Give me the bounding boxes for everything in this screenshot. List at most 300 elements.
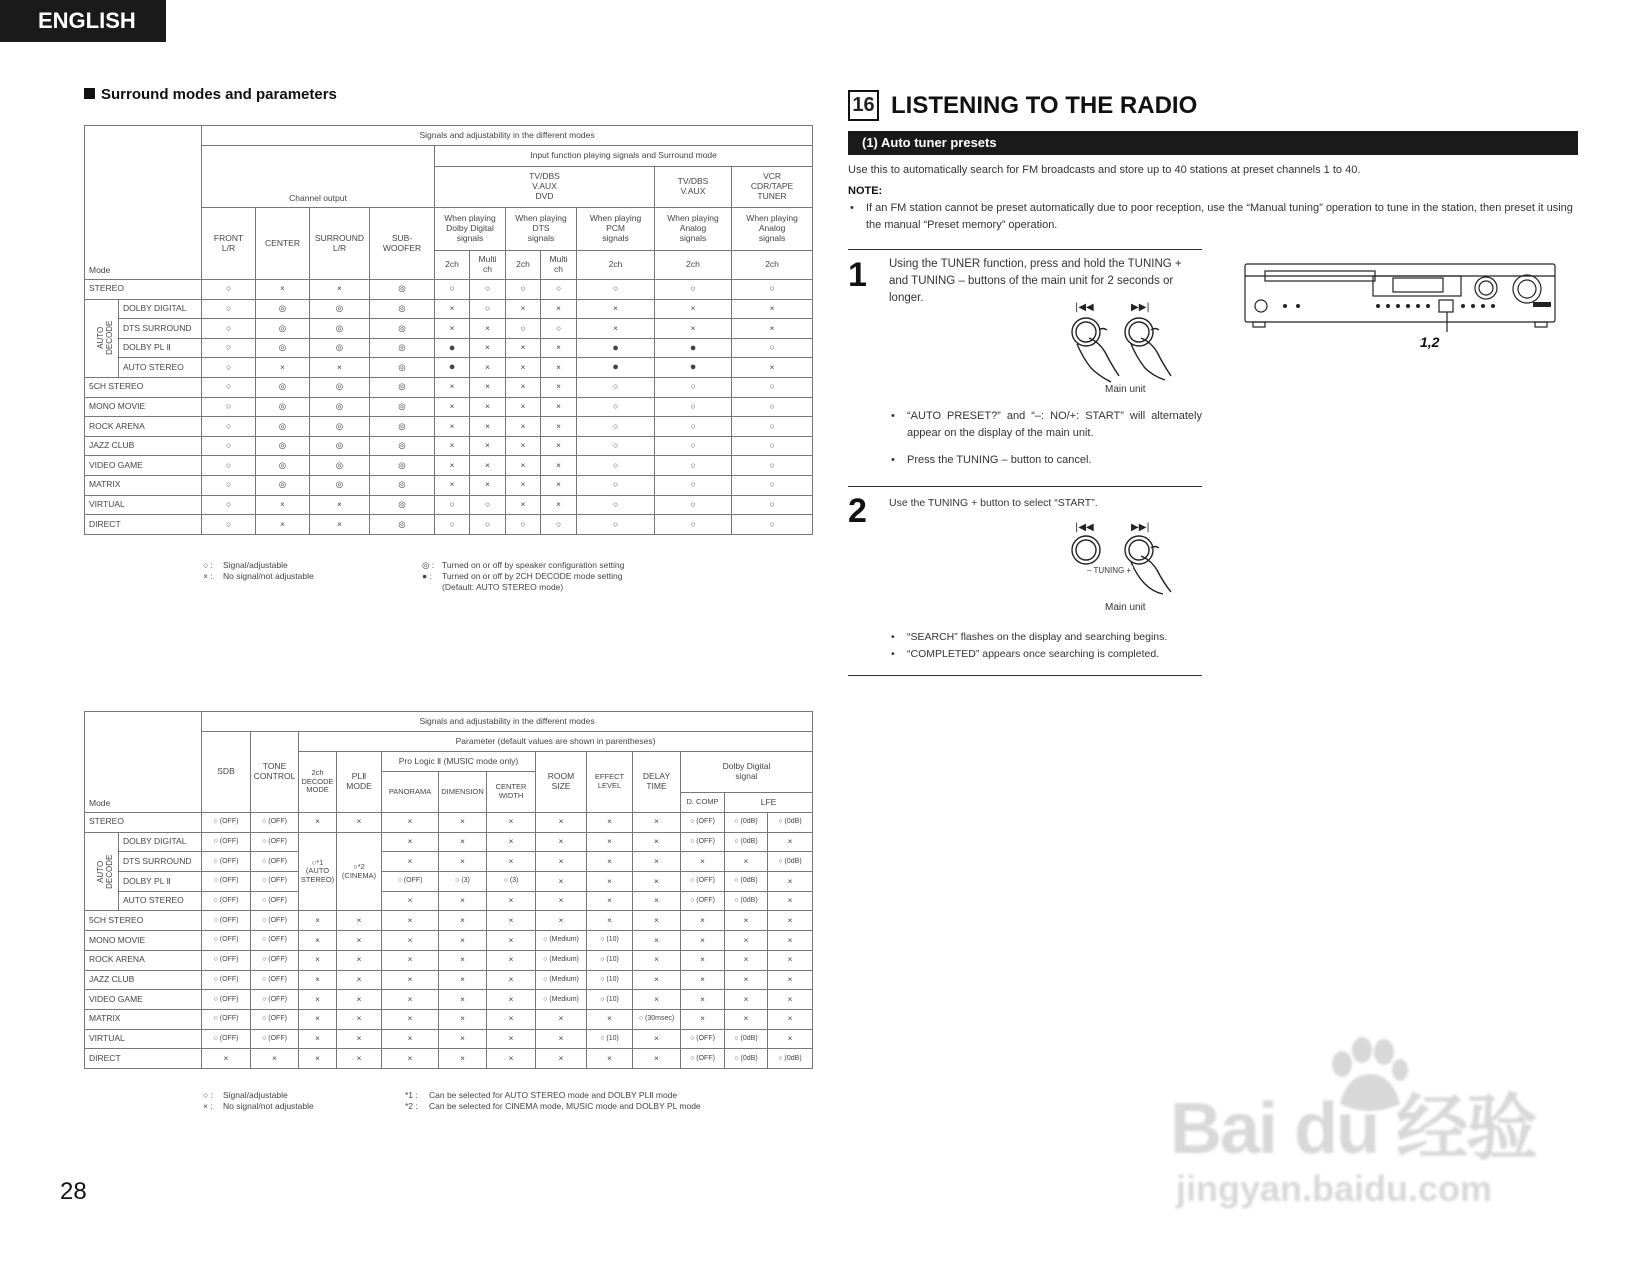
table-cell: ○ (OFF) — [681, 872, 725, 892]
table-cell: × — [681, 911, 725, 931]
table-cell: ○ — [202, 456, 256, 476]
table-cell: ○ (Medium) — [536, 931, 587, 951]
svg-text:|◀◀: |◀◀ — [1075, 522, 1094, 533]
step-2-number: 2 — [848, 492, 867, 530]
table-cell: ◎ — [370, 280, 435, 300]
table-row — [85, 495, 813, 515]
step-2-bullet — [891, 629, 1202, 646]
table-cell: × — [725, 911, 768, 931]
table-cell: ○ — [732, 417, 813, 437]
bullet-text: “COMPLETED” appears once searching is completed. — [907, 648, 1160, 660]
table-cell: × — [382, 813, 439, 833]
table-cell: ○ — [541, 280, 577, 300]
auto-decode-text: AUTO DECODE — [96, 321, 114, 356]
mode-name: JAZZ CLUB — [85, 970, 202, 990]
table-cell: ◎ — [256, 299, 310, 319]
step-1-text: Using the TUNER function, press and hold the TUNING + and TUNING – buttons of the main unit for 2 seconds or longer. — [889, 258, 1182, 304]
table-cell: ○ — [577, 515, 655, 535]
col-center-width: CENTER WIDTH — [487, 772, 536, 813]
watermark — [1170, 1040, 1570, 1220]
table-cell: × — [633, 813, 681, 833]
table-cell: × — [382, 852, 439, 872]
mode-name: STEREO — [85, 280, 202, 300]
table-cell: ○ (OFF) — [251, 970, 299, 990]
table-cell: ○ (OFF) — [251, 990, 299, 1010]
table-cell: × — [439, 1029, 487, 1049]
table-cell: ◎ — [256, 417, 310, 437]
mode-header: Mode — [85, 126, 202, 280]
table-cell: × — [299, 970, 337, 990]
table-row — [85, 832, 813, 852]
table-cell: ○ — [732, 280, 813, 300]
table-cell: × — [470, 358, 506, 378]
table-cell: ○ — [470, 299, 506, 319]
table-cell: × — [310, 358, 370, 378]
merged-2ch-decode-cell: ○*1 (AUTO STEREO) — [299, 832, 337, 911]
table-cell: ○ — [470, 280, 506, 300]
col-center: CENTER — [256, 208, 310, 280]
table-cell: × — [435, 377, 470, 397]
table-cell: × — [768, 911, 813, 931]
mode-name: AUTO STEREO — [119, 891, 202, 911]
col-subwoofer: SUB- WOOFER — [370, 208, 435, 280]
table-cell: ○ (OFF) — [202, 1009, 251, 1029]
legend-text: Turned on or off by speaker configuration setting — [442, 560, 625, 570]
auto-decode-label — [85, 299, 119, 377]
table-cell: ◎ — [310, 338, 370, 358]
table-cell: ○ — [202, 397, 256, 417]
table-cell: ○ — [655, 515, 732, 535]
table-cell: ○ (10) — [587, 1029, 633, 1049]
table-cell: × — [439, 931, 487, 951]
table-cell: × — [487, 852, 536, 872]
table-cell: ○ — [470, 515, 506, 535]
table-cell: × — [541, 495, 577, 515]
mode-name: ROCK ARENA — [85, 417, 202, 437]
table-cell: ○ — [202, 358, 256, 378]
mode-name: VIDEO GAME — [85, 456, 202, 476]
table-cell: × — [487, 813, 536, 833]
table-cell: × — [435, 417, 470, 437]
sub-2ch: 2ch — [435, 251, 470, 280]
table-cell: × — [732, 319, 813, 339]
table-cell: × — [725, 950, 768, 970]
source-dvd-header: TV/DBS V.AUX DVD — [435, 167, 655, 208]
table-cell: × — [506, 417, 541, 437]
legend-symbol: × : — [203, 1101, 213, 1111]
table-row — [85, 358, 813, 378]
step-1-number: 1 — [848, 256, 867, 294]
legend-symbol: ○ : — [203, 1090, 213, 1100]
table-cell: × — [506, 475, 541, 495]
table-row — [85, 456, 813, 476]
table-cell: ○ — [202, 280, 256, 300]
table-cell: ○ — [655, 456, 732, 476]
table-cell: × — [382, 1009, 439, 1029]
bullet-icon: • — [891, 648, 895, 660]
legend-2-right — [405, 1090, 701, 1112]
tuning-label: – TUNING + — [1087, 566, 1132, 575]
table-cell: × — [577, 299, 655, 319]
table-cell: ○ (OFF) — [251, 931, 299, 951]
table-cell: × — [633, 1029, 681, 1049]
mode-name: DTS SURROUND — [119, 319, 202, 339]
table-cell: × — [506, 358, 541, 378]
svg-text:▶▶|: ▶▶| — [1131, 522, 1150, 533]
table-cell: ◎ — [370, 417, 435, 437]
bullet-text: “SEARCH” flashes on the display and searching begins. — [907, 631, 1168, 643]
table-row — [85, 911, 813, 931]
sub-2ch: 2ch — [732, 251, 813, 280]
mode-name: DOLBY DIGITAL — [119, 832, 202, 852]
table-cell: ○ — [202, 475, 256, 495]
watermark-url: jingyan.baidu.com — [1176, 1168, 1493, 1209]
auto-decode-label — [85, 832, 119, 911]
table-cell: × — [256, 515, 310, 535]
table-cell: × — [633, 970, 681, 990]
table-cell: × — [470, 436, 506, 456]
table-cell: × — [337, 813, 382, 833]
subsection-bar: (1) Auto tuner presets — [848, 131, 1578, 155]
table-cell: ○ — [655, 417, 732, 437]
table-row — [85, 338, 813, 358]
table-row — [85, 397, 813, 417]
table-cell: ○ (0dB) — [768, 813, 813, 833]
table-cell: × — [732, 358, 813, 378]
table-cell: × — [337, 1029, 382, 1049]
legend-symbol: ○ : — [203, 560, 213, 570]
table-cell: ○ (3) — [487, 872, 536, 892]
table-cell: × — [536, 1049, 587, 1069]
table-cell: × — [633, 852, 681, 872]
table-cell: ◎ — [256, 436, 310, 456]
legend-2-left — [203, 1090, 314, 1112]
table-cell: × — [435, 319, 470, 339]
mode-name: MONO MOVIE — [85, 931, 202, 951]
table-cell: ○ (OFF) — [251, 852, 299, 872]
table-cell: ○ — [732, 377, 813, 397]
table-cell: ◎ — [370, 358, 435, 378]
sig-pcm: When playing PCM signals — [577, 208, 655, 251]
sig-dolby-digital: When playing Dolby Digital signals — [435, 208, 506, 251]
table-cell: × — [299, 931, 337, 951]
table-cell: × — [725, 1009, 768, 1029]
bullet-icon: • — [850, 202, 854, 214]
table-cell: × — [470, 417, 506, 437]
mode-name: VIDEO GAME — [85, 990, 202, 1010]
table-cell: × — [536, 891, 587, 911]
table-cell: ○ (OFF) — [202, 990, 251, 1010]
table-cell: × — [681, 931, 725, 951]
table-cell: ◎ — [310, 299, 370, 319]
col-sdb: SDB — [202, 732, 251, 813]
table-cell: × — [299, 950, 337, 970]
table-row — [85, 1029, 813, 1049]
table-cell: × — [768, 970, 813, 990]
receiver-front-panel-illustration — [1243, 262, 1559, 352]
table-cell: ○ (OFF) — [202, 832, 251, 852]
table-cell: ○ (10) — [587, 970, 633, 990]
table-cell: ○ (10) — [587, 931, 633, 951]
mode-header: Mode — [85, 712, 202, 813]
table-cell: ● — [435, 358, 470, 378]
table-cell: × — [506, 299, 541, 319]
table-cell: ○ (10) — [587, 950, 633, 970]
table-cell: × — [768, 931, 813, 951]
col-tone-control: TONE CONTROL — [251, 732, 299, 813]
table-cell: × — [536, 911, 587, 931]
mode-name: 5CH STEREO — [85, 911, 202, 931]
step-2-text: Use the TUNING + button to select “START”. — [889, 497, 1098, 509]
table-cell: ○ (0dB) — [725, 872, 768, 892]
table-cell: ◎ — [256, 475, 310, 495]
table-cell: ○ (OFF) — [251, 1029, 299, 1049]
table-cell: × — [541, 475, 577, 495]
watermark-brand: Bai du 经验 — [1170, 1089, 1537, 1169]
table-cell: ◎ — [370, 397, 435, 417]
table-cell: ○ — [506, 319, 541, 339]
table-cell: ○ (0dB) — [768, 852, 813, 872]
table-cell: × — [487, 990, 536, 1010]
table-cell: × — [681, 990, 725, 1010]
mode-name: STEREO — [85, 813, 202, 833]
table-cell: ○ (Medium) — [536, 990, 587, 1010]
table-row — [85, 475, 813, 495]
bullet-text: “AUTO PRESET?” and “–: NO/+: START” will alternately appear on the display of the main unit. — [907, 410, 1202, 439]
table-cell: × — [587, 813, 633, 833]
table-cell: × — [487, 1029, 536, 1049]
sub-2ch: 2ch — [506, 251, 541, 280]
table-cell: × — [487, 950, 536, 970]
table-cell: × — [768, 1009, 813, 1029]
step-1-bullet — [891, 452, 1202, 469]
table-cell: × — [470, 456, 506, 476]
table-cell: × — [299, 990, 337, 1010]
table-cell: × — [681, 950, 725, 970]
page-number: 28 — [60, 1178, 87, 1205]
table-cell: × — [299, 1029, 337, 1049]
table-row — [85, 1009, 813, 1029]
table-cell: ● — [435, 338, 470, 358]
col-delay-time: DELAY TIME — [633, 752, 681, 813]
table-cell: ○ (OFF) — [681, 891, 725, 911]
table-cell: ○ — [435, 495, 470, 515]
mode-name: ROCK ARENA — [85, 950, 202, 970]
table-cell: ◎ — [370, 495, 435, 515]
table-cell: ● — [577, 358, 655, 378]
source-vaux-header: TV/DBS V.AUX — [655, 167, 732, 208]
table-cell: ○ — [202, 515, 256, 535]
table-row — [85, 950, 813, 970]
table-cell: × — [382, 970, 439, 990]
table-cell: × — [435, 299, 470, 319]
table-cell: × — [681, 852, 725, 872]
table-cell: × — [470, 377, 506, 397]
section-title-text: Surround modes and parameters — [101, 86, 337, 103]
table-cell: ○ (OFF) — [202, 813, 251, 833]
legend-symbol: ◎ : — [422, 560, 435, 570]
table-cell: × — [251, 1049, 299, 1069]
table-cell: × — [382, 990, 439, 1010]
table-cell: × — [633, 872, 681, 892]
table-cell: ○ (OFF) — [382, 872, 439, 892]
table-cell: ○ — [732, 436, 813, 456]
table-cell: ○ (0dB) — [725, 832, 768, 852]
table-cell: ○ — [732, 397, 813, 417]
table-cell: × — [487, 931, 536, 951]
table-cell: ○ — [577, 436, 655, 456]
hand-press-both-buttons-illustration — [1065, 300, 1190, 385]
table-cell: ○ (OFF) — [681, 832, 725, 852]
table-cell: × — [470, 338, 506, 358]
table-cell: × — [439, 832, 487, 852]
table-cell: × — [725, 970, 768, 990]
parameter-header: Parameter (default values are shown in parentheses) — [299, 732, 813, 752]
table-cell: ○ — [655, 280, 732, 300]
table-cell: × — [725, 852, 768, 872]
t2-top-header: Signals and adjustability in the different modes — [202, 712, 813, 732]
table-cell: ◎ — [370, 319, 435, 339]
mode-name: DIRECT — [85, 515, 202, 535]
table-cell: ○ (OFF) — [251, 813, 299, 833]
section-title — [84, 86, 337, 103]
table-cell: ○ (OFF) — [251, 891, 299, 911]
pro-logic-music-header: Pro Logic Ⅱ (MUSIC mode only) — [382, 752, 536, 772]
table-cell: ○ (OFF) — [202, 911, 251, 931]
table-cell: × — [536, 813, 587, 833]
table-cell: × — [382, 1029, 439, 1049]
table-cell: × — [768, 950, 813, 970]
table-cell: ◎ — [370, 515, 435, 535]
table-cell: × — [655, 319, 732, 339]
sub-multi-ch: Multi ch — [541, 251, 577, 280]
legend-text: Signal/adjustable — [223, 1090, 288, 1100]
table-cell: ○ — [577, 456, 655, 476]
sub-2ch: 2ch — [577, 251, 655, 280]
table-cell: × — [439, 970, 487, 990]
table-cell: ○ (OFF) — [202, 950, 251, 970]
table-cell: × — [439, 1049, 487, 1069]
legend-text: No signal/not adjustable — [223, 571, 314, 581]
table-cell: × — [337, 950, 382, 970]
chapter-number: 16 — [848, 90, 879, 121]
table-cell: × — [587, 891, 633, 911]
bullet-icon: • — [891, 410, 895, 422]
table-cell: ○ — [655, 377, 732, 397]
table-cell: ○ (OFF) — [202, 970, 251, 990]
table-cell: ◎ — [310, 475, 370, 495]
table-cell: × — [382, 891, 439, 911]
table-cell: ○ — [202, 299, 256, 319]
table-cell: × — [587, 911, 633, 931]
table-cell: ○ — [577, 417, 655, 437]
table-cell: × — [435, 436, 470, 456]
mode-name: VIRTUAL — [85, 1029, 202, 1049]
table-cell: × — [337, 1049, 382, 1069]
table-cell: × — [382, 1049, 439, 1069]
table-cell: ○ (OFF) — [251, 911, 299, 931]
table-cell: × — [435, 475, 470, 495]
table-row — [85, 990, 813, 1010]
mode-name: DOLBY PL Ⅱ — [119, 872, 202, 892]
table-cell: × — [506, 456, 541, 476]
table-cell: × — [506, 397, 541, 417]
table-cell: ◎ — [256, 338, 310, 358]
table-cell: × — [299, 1009, 337, 1029]
col-d-comp: D. COMP — [681, 793, 725, 813]
table-cell: ○ — [732, 338, 813, 358]
table-cell: × — [487, 970, 536, 990]
surround-output-table — [84, 125, 813, 535]
table-cell: × — [487, 1049, 536, 1069]
legend-text: (Default: AUTO STEREO mode) — [442, 582, 564, 592]
step-1-caption: Main unit — [1105, 384, 1146, 395]
col-effect-level: EFFECT LEVEL — [587, 752, 633, 813]
legend-text: Can be selected for AUTO STEREO mode and DOLBY PLⅡ mode — [429, 1090, 678, 1100]
table-cell: ◎ — [370, 299, 435, 319]
sub-multi-ch: Multi ch — [470, 251, 506, 280]
table-cell: × — [633, 990, 681, 1010]
table-cell: × — [732, 299, 813, 319]
table-cell: ○ (0dB) — [725, 891, 768, 911]
source-tuner-header: VCR CDR/TAPE TUNER — [732, 167, 813, 208]
table-cell: × — [541, 417, 577, 437]
table-cell: ◎ — [256, 397, 310, 417]
table-cell: × — [681, 970, 725, 990]
table-cell: × — [256, 280, 310, 300]
table-cell: ○ (OFF) — [202, 931, 251, 951]
mode-name: MONO MOVIE — [85, 397, 202, 417]
legend-symbol: ● : — [422, 571, 432, 581]
table-cell: × — [299, 1049, 337, 1069]
table-cell: × — [541, 338, 577, 358]
table-cell: ○ — [435, 515, 470, 535]
table-row — [85, 1049, 813, 1069]
table-cell: × — [681, 1009, 725, 1029]
svg-text:|◀◀: |◀◀ — [1075, 302, 1094, 313]
table-cell: ○ — [655, 475, 732, 495]
table-cell: × — [310, 515, 370, 535]
legend-symbol: × : — [203, 571, 213, 581]
table-cell: ● — [655, 338, 732, 358]
table-cell: × — [587, 832, 633, 852]
table-cell: × — [470, 319, 506, 339]
table-cell: ● — [655, 358, 732, 378]
table-row — [85, 436, 813, 456]
col-lfe: LFE — [725, 793, 813, 813]
table-cell: × — [541, 456, 577, 476]
table-cell: ◎ — [256, 377, 310, 397]
legend-text: Can be selected for CINEMA mode, MUSIC mode and DOLBY PL mode — [429, 1101, 701, 1111]
legend-symbol — [422, 582, 442, 593]
table-cell: × — [506, 495, 541, 515]
legend-text: No signal/not adjustable — [223, 1101, 314, 1111]
table-cell: ○ — [202, 495, 256, 515]
dolby-digital-signal-header: Dolby Digital signal — [681, 752, 813, 793]
table-cell: ◎ — [310, 417, 370, 437]
table-cell: ○ (OFF) — [202, 1029, 251, 1049]
table-cell: ○ — [435, 280, 470, 300]
table-cell: ○ — [655, 397, 732, 417]
mode-name: DIRECT — [85, 1049, 202, 1069]
table-cell: × — [541, 377, 577, 397]
table-cell: × — [337, 931, 382, 951]
table-cell: × — [470, 475, 506, 495]
table-cell: ◎ — [310, 319, 370, 339]
hand-press-plus-button-illustration — [1065, 520, 1190, 598]
note-item — [848, 200, 1578, 234]
table-cell: × — [633, 832, 681, 852]
